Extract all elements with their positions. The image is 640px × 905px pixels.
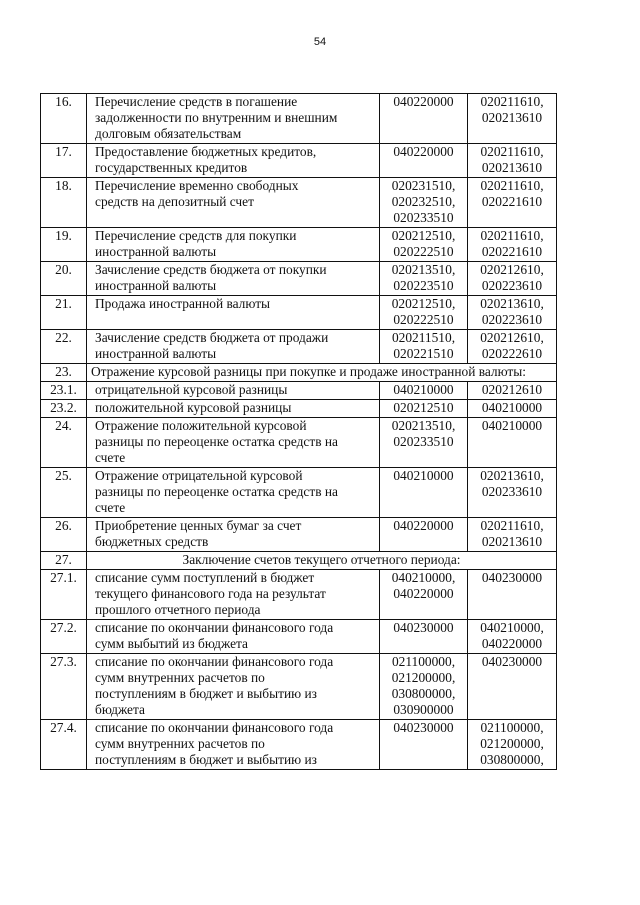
debit-account-code: 021100000, [391, 654, 456, 669]
description-line: сумм внутренних расчетов по [95, 736, 265, 751]
debit-account [380, 144, 468, 178]
credit-account [468, 654, 557, 720]
debit-account-code: 020212510, [391, 228, 456, 243]
section-heading: Заключение счетов текущего отчетного периода: [87, 552, 557, 570]
credit-account [468, 468, 557, 518]
debit-account-code: 020222510 [393, 244, 454, 259]
description-line: Перечисление временно свободных [95, 178, 299, 193]
row-number: 22. [41, 330, 87, 364]
debit-account-code: 040230000 [393, 720, 454, 735]
operation-description [87, 400, 380, 418]
row-number: 27.2. [41, 620, 87, 654]
description-line: Приобретение ценных бумаг за счет [95, 518, 302, 533]
debit-account-code: 020212510 [393, 400, 454, 415]
credit-account [468, 228, 557, 262]
table-row [41, 94, 557, 144]
operation-description [87, 228, 380, 262]
operation-description [87, 518, 380, 552]
description-line: бюджетных средств [95, 534, 209, 549]
description-line: разницы по переоценке остатка средств на [95, 434, 338, 449]
credit-account-code: 020222610 [481, 346, 543, 361]
debit-account-code: 020221510 [393, 346, 454, 361]
credit-account-code: 021100000, [480, 720, 544, 735]
description-line: Перечисление средств в погашение [95, 94, 298, 109]
debit-account [380, 620, 468, 654]
table-row [41, 296, 557, 330]
row-number: 19. [41, 228, 87, 262]
debit-account-code: 040220000 [393, 94, 454, 109]
row-number: 18. [41, 178, 87, 228]
debit-account-code: 020222510 [393, 312, 454, 327]
table-row [41, 364, 557, 382]
credit-account [468, 400, 557, 418]
description-line: государственных кредитов [95, 160, 248, 175]
debit-account-code: 021200000, [391, 670, 456, 685]
row-number: 20. [41, 262, 87, 296]
row-number: 23. [41, 364, 87, 382]
debit-account [380, 654, 468, 720]
credit-account-code: 020223610 [481, 278, 543, 293]
table-row [41, 518, 557, 552]
debit-account-code: 020213510, [391, 418, 456, 433]
table-row [41, 330, 557, 364]
credit-account-code: 020213610 [481, 110, 543, 125]
section-heading: Отражение курсовой разницы при покупке и продаже иностранной валюты: [87, 364, 557, 382]
page-number: 54 [313, 36, 327, 48]
description-line: счете [95, 450, 126, 465]
credit-account [468, 620, 557, 654]
debit-account [380, 418, 468, 468]
table-row [41, 228, 557, 262]
description-line: Перечисление средств для покупки [95, 228, 297, 243]
description-line: списание по окончании финансового года [95, 720, 334, 735]
credit-account [468, 418, 557, 468]
debit-account-code: 040220000 [393, 586, 454, 601]
credit-account-code: 020221610 [481, 244, 543, 259]
debit-account [380, 400, 468, 418]
credit-account-code: 020213610, [480, 468, 544, 483]
description-line: Отражение отрицательной курсовой [95, 468, 303, 483]
operation-description [87, 330, 380, 364]
credit-account-code: 020211610, [480, 94, 544, 109]
description-line: текущего финансового года на результат [95, 586, 326, 601]
credit-account-code: 020213610 [481, 160, 543, 175]
credit-account [468, 570, 557, 620]
description-line: Отражение положительной курсовой [95, 418, 307, 433]
description-line: иностранной валюты [95, 244, 217, 259]
description-line: поступлениям в бюджет и выбытию из [95, 752, 317, 767]
debit-account [380, 296, 468, 330]
credit-account-code: 040210000 [481, 400, 543, 415]
credit-account [468, 330, 557, 364]
debit-account-code: 030800000, [391, 686, 456, 701]
credit-account [468, 144, 557, 178]
description-line: Зачисление средств бюджета от покупки [95, 262, 327, 277]
table-row [41, 144, 557, 178]
operation-description [87, 382, 380, 400]
credit-account [468, 720, 557, 770]
debit-account-code: 040230000 [393, 620, 454, 635]
row-number: 16. [41, 94, 87, 144]
operation-description [87, 654, 380, 720]
operation-description [87, 296, 380, 330]
credit-account-code: 020223610 [481, 312, 543, 327]
row-number: 27. [41, 552, 87, 570]
debit-account-code: 020211510, [391, 330, 456, 345]
row-number: 26. [41, 518, 87, 552]
debit-account [380, 262, 468, 296]
accounting-entries-table [40, 93, 557, 770]
description-line: списание по окончании финансового года [95, 620, 334, 635]
credit-account [468, 262, 557, 296]
table-row [41, 178, 557, 228]
description-line: сумм внутренних расчетов по [95, 670, 265, 685]
table-row [41, 654, 557, 720]
table-row [41, 262, 557, 296]
credit-account-code: 020212610, [480, 262, 544, 277]
debit-account-code: 040220000 [393, 518, 454, 533]
credit-account [468, 518, 557, 552]
description-line: средств на депозитный счет [95, 194, 254, 209]
description-line: счете [95, 500, 126, 515]
debit-account-code: 040210000 [393, 468, 454, 483]
operation-description [87, 468, 380, 518]
operation-description [87, 262, 380, 296]
credit-account-code: 020211610, [480, 518, 544, 533]
credit-account-code: 020212610 [481, 382, 543, 397]
debit-account [380, 518, 468, 552]
description-line: задолженности по внутренним и внешним [95, 110, 338, 125]
debit-account-code: 020233510 [393, 434, 454, 449]
credit-account [468, 296, 557, 330]
credit-account-code: 020213610, [480, 296, 544, 311]
debit-account [380, 468, 468, 518]
debit-account [380, 382, 468, 400]
description-line: списание сумм поступлений в бюджет [95, 570, 315, 585]
table-row [41, 400, 557, 418]
debit-account-code: 030900000 [393, 702, 454, 717]
operation-description [87, 570, 380, 620]
operation-description [87, 178, 380, 228]
debit-account-code: 020213510, [391, 262, 456, 277]
description-line: Предоставление бюджетных кредитов, [95, 144, 317, 159]
description-line: поступлениям в бюджет и выбытию из [95, 686, 317, 701]
operation-description [87, 144, 380, 178]
table-row [41, 552, 557, 570]
operation-description [87, 418, 380, 468]
table-row [41, 620, 557, 654]
table-row [41, 468, 557, 518]
description-line: списание по окончании финансового года [95, 654, 334, 669]
debit-account-code: 020233510 [393, 210, 454, 225]
credit-account-code: 020211610, [480, 228, 544, 243]
row-number: 27.1. [41, 570, 87, 620]
table-row [41, 382, 557, 400]
operation-description [87, 620, 380, 654]
description-line: Зачисление средств бюджета от продажи [95, 330, 329, 345]
credit-account-code: 020213610 [481, 534, 543, 549]
operation-description [87, 94, 380, 144]
table-row [41, 418, 557, 468]
row-number: 17. [41, 144, 87, 178]
debit-account-code: 040210000, [391, 570, 456, 585]
debit-account-code: 020212510, [391, 296, 456, 311]
credit-account-code: 040230000 [481, 570, 543, 585]
description-line: положительной курсовой разницы [95, 400, 292, 415]
description-line: иностранной валюты [95, 346, 217, 361]
credit-account-code: 020233610 [481, 484, 543, 499]
debit-account [380, 228, 468, 262]
debit-account [380, 720, 468, 770]
row-number: 21. [41, 296, 87, 330]
debit-account-code: 020231510, [391, 178, 456, 193]
debit-account-code: 040210000 [393, 382, 454, 397]
table-row [41, 720, 557, 770]
row-number: 27.3. [41, 654, 87, 720]
description-line: разницы по переоценке остатка средств на [95, 484, 338, 499]
description-line: Продажа иностранной валюты [95, 296, 271, 311]
description-line: прошлого отчетного периода [95, 602, 261, 617]
description-line: бюджета [95, 702, 145, 717]
table-body [41, 94, 557, 770]
credit-account-code: 040220000 [481, 636, 543, 651]
credit-account [468, 94, 557, 144]
credit-account-code: 020211610, [480, 144, 544, 159]
debit-account-code: 020232510, [391, 194, 456, 209]
credit-account-code: 040230000 [481, 654, 543, 669]
debit-account-code: 040220000 [393, 144, 454, 159]
description-line: долговым обязательствам [95, 126, 242, 141]
credit-account-code: 021200000, [480, 736, 544, 751]
row-number: 25. [41, 468, 87, 518]
credit-account [468, 382, 557, 400]
credit-account-code: 020221610 [481, 194, 543, 209]
credit-account [468, 178, 557, 228]
debit-account-code: 020223510 [393, 278, 454, 293]
credit-account-code: 040210000, [480, 620, 544, 635]
description-line: сумм выбытий из бюджета [95, 636, 248, 651]
debit-account [380, 330, 468, 364]
description-line: отрицательной курсовой разницы [95, 382, 288, 397]
description-line: иностранной валюты [95, 278, 217, 293]
row-number: 23.2. [41, 400, 87, 418]
credit-account-code: 020212610, [480, 330, 544, 345]
debit-account [380, 570, 468, 620]
row-number: 24. [41, 418, 87, 468]
debit-account [380, 178, 468, 228]
row-number: 27.4. [41, 720, 87, 770]
credit-account-code: 020211610, [480, 178, 544, 193]
row-number: 23.1. [41, 382, 87, 400]
credit-account-code: 040210000 [481, 418, 543, 433]
debit-account [380, 94, 468, 144]
operation-description [87, 720, 380, 770]
table-row [41, 570, 557, 620]
credit-account-code: 030800000, [480, 752, 544, 767]
